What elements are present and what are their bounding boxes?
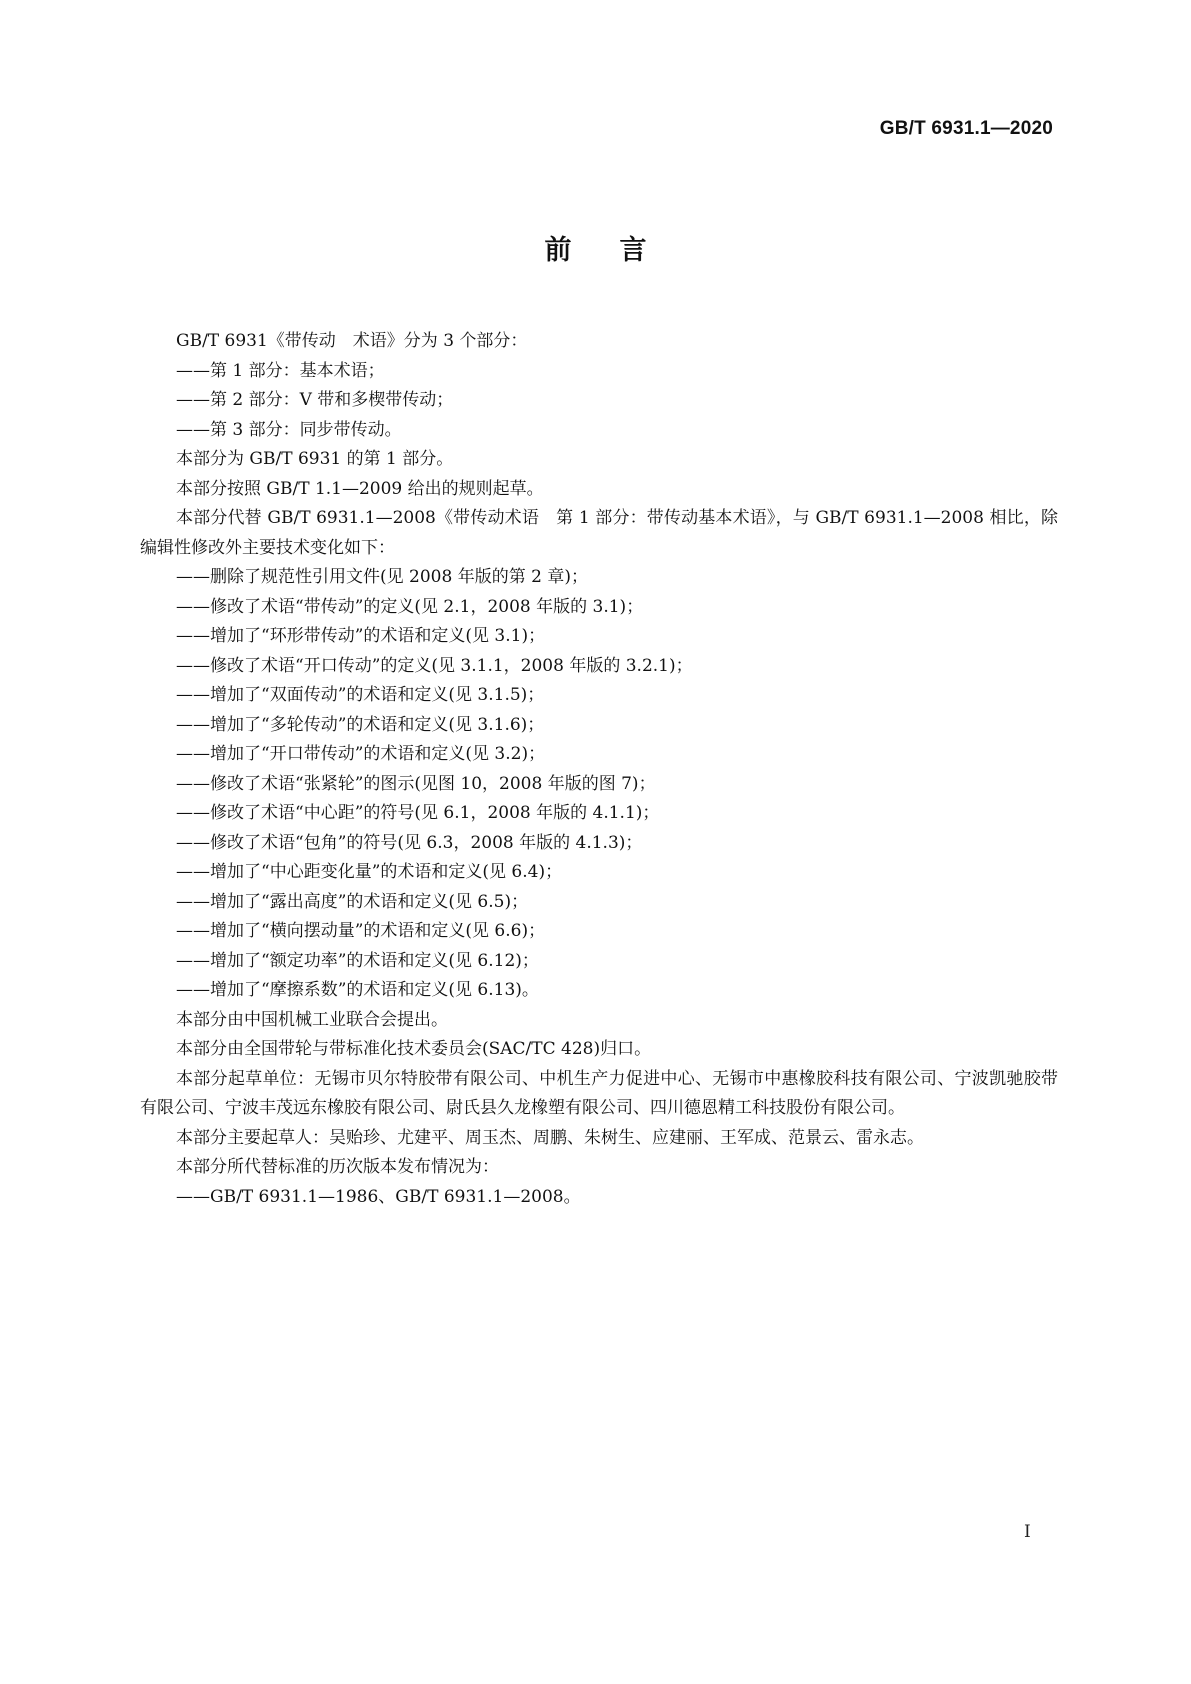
list-item: ——增加了“双面传动”的术语和定义(见 3.1.5)； [176, 685, 545, 705]
paragraph: 本部分主要起草人：吴贻珍、尤建平、周玉杰、周鹏、朱树生、应建丽、王军成、范景云、雷永志。 [176, 1127, 924, 1148]
list-item: ——第 1 部分：基本术语； [176, 360, 385, 381]
paragraph: 本部分所代替标准的历次版本发布情况为： [176, 1157, 499, 1177]
standard-code: GB/T 6931.1—2020 [879, 118, 1053, 139]
list-item: ——增加了“摩擦系数”的术语和定义(见 6.13)。 [176, 980, 539, 1000]
paragraph: 本部分由全国带轮与带标准化技术委员会(SAC/TC 428)归口。 [176, 1039, 652, 1059]
list-item: ——增加了“中心距变化量”的术语和定义(见 6.4)； [176, 862, 563, 882]
list-item: ——增加了“额定功率”的术语和定义(见 6.12)； [176, 950, 539, 971]
paragraph: GB/T 6931《带传动 术语》分为 3 个部分： [176, 331, 528, 351]
list-item: ——删除了规范性引用文件(见 2008 年版的第 2 章)； [176, 567, 588, 587]
list-item: ——第 2 部分：V 带和多楔带传动； [176, 390, 454, 410]
list-item: ——GB/T 6931.1—1986、GB/T 6931.1—2008。 [176, 1186, 581, 1207]
list-item: ——修改了术语“中心距”的符号(见 6.1，2008 年版的 4.1.1)； [176, 803, 660, 823]
list-item: ——增加了“开口带传动”的术语和定义(见 3.2)； [176, 744, 546, 764]
list-item: ——修改了术语“张紧轮”的图示(见图 10，2008 年版的图 7)； [176, 773, 656, 794]
foreword-body [140, 327, 1058, 1212]
list-item: ——修改了术语“包角”的符号(见 6.3，2008 年版的 4.1.3)； [176, 832, 643, 853]
list-item: ——第 3 部分：同步带传动。 [176, 419, 402, 440]
paragraph: 本部分为 GB/T 6931 的第 1 部分。 [176, 449, 454, 469]
paragraph: 本部分起草单位：无锡市贝尔特胶带有限公司、中机生产力促进中心、无锡市中惠橡胶科技有限公司、宁波凯驰胶带有限公司、宁波丰茂远东橡胶有限公司、尉氏县久龙橡塑有限公司、四川德恩精工科技股份有限公司。 [140, 1068, 1058, 1118]
page-number: I [1024, 1522, 1031, 1542]
list-item: ——修改了术语“带传动”的定义(见 2.1，2008 年版的 3.1)； [176, 596, 644, 617]
list-item: ——增加了“横向摆动量”的术语和定义(见 6.6)； [176, 921, 546, 941]
list-item: ——增加了“多轮传动”的术语和定义(见 3.1.6)； [176, 714, 545, 735]
paragraph: 本部分由中国机械工业联合会提出。 [176, 1009, 448, 1030]
list-item: ——修改了术语“开口传动”的定义(见 3.1.1，2008 年版的 3.2.1)； [176, 655, 693, 676]
paragraph: 本部分按照 GB/T 1.1—2009 给出的规则起草。 [176, 478, 544, 499]
page-title: 前言 [544, 235, 695, 266]
list-item: ——增加了“环形带传动”的术语和定义(见 3.1)； [176, 626, 546, 646]
paragraph: 本部分代替 GB/T 6931.1—2008《带传动术语 第 1 部分：带传动基本术语》，与 GB/T 6931.1—2008 相比，除编辑性修改外主要技术变化如下： [140, 508, 1058, 558]
list-item: ——增加了“露出高度”的术语和定义(见 6.5)； [176, 891, 529, 912]
